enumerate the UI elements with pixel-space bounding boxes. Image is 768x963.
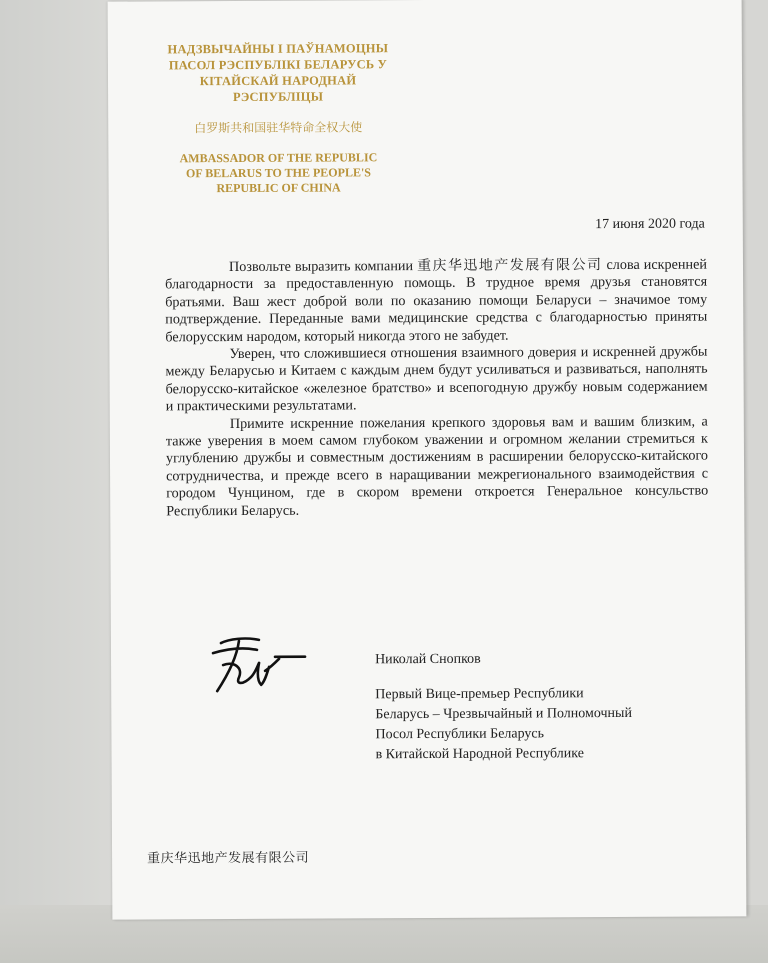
paragraph-1: Позвольте выразить компании 重庆华迅地产发展有限公司 слова искренней благодарности за предоставленную помощь. В трудное время друзья становятся братьями. Ваш жест доброй воли по оказанию помощи Беларуси – значимое тому подтверждение. Переданные вами медицинские средства с благодарностью приняты белорусским народом, который никогда этого не забудет.	[165, 256, 708, 345]
paragraph-2: Уверен, что сложившиеся отношения взаимного доверия и искренней дружбы между Беларусью и Китаем с каждым днем будут усиливаться и развиваться, наполнять белорусско-китайское «железное братство» и всепогодную дружбу новым содержанием и практическими результатами.	[165, 343, 708, 415]
recipient-company: 重庆华迅地产发展有限公司	[147, 850, 310, 867]
letter-page	[108, 0, 747, 920]
letter-date: 17 июня 2020 года	[595, 216, 705, 233]
company-name-inline: 重庆华迅地产发展有限公司	[417, 257, 603, 275]
paragraph-3: Примите искренние пожелания крепкого здоровья вам и вашим близким, а также уверения в моем самом глубоком уважении и огромном желании стремиться к углублению дружбы и совместным достижениям в расширении белорусско-китайского сотрудничества, и прежде всего в наращивании межрегионального взаимодействия с городом Чунцином, где в скором времени откроется Генеральное консульство Республики Беларусь.	[165, 413, 709, 520]
handwritten-signature	[199, 633, 309, 702]
letterhead-chinese: 白罗斯共和国驻华特命全权大使	[194, 120, 363, 136]
letterhead-belarusian: НАДЗВЫЧАЙНЫ І ПАЎНАМОЦНЫ ПАСОЛ РЭСПУБЛІКІ БЕЛАРУСЬ У КІТАЙСКАЙ НАРОДНАЙ РЭСПУБЛІЦЫ	[167, 41, 389, 105]
signatory-title: Первый Вице-премьер Республики Беларусь – Чрезвычайный и Полномочный Посол Республики Беларусь в Китайской Народной Республике	[375, 686, 632, 763]
signatory-name: Николай Снопков	[375, 651, 481, 668]
letterhead-english: AMBASSADOR OF THE REPUBLIC OF BELARUS TO THE PEOPLE'S REPUBLIC OF CHINA	[179, 150, 378, 196]
letter-body	[165, 257, 708, 521]
